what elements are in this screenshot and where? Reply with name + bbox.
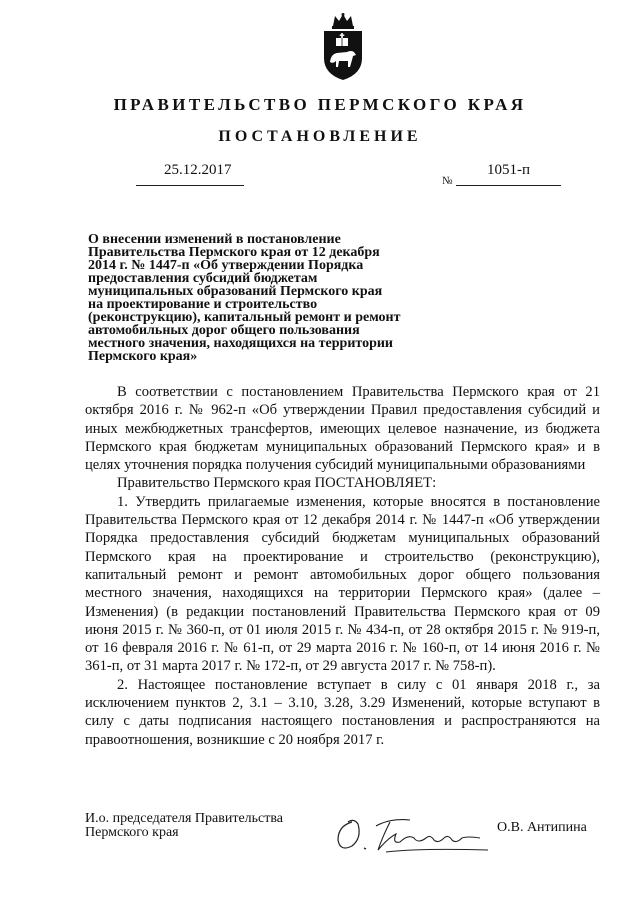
perm-krai-coat-of-arms-icon [321,12,365,82]
document-body [85,383,600,749]
number-sign: № [442,175,453,187]
subject-line: на проектирование и строительство [88,297,318,312]
resolution-line: Правительство Пермского края ПОСТАНОВЛЯЕТ: [117,475,437,492]
date-underline [136,185,244,186]
subject-line: 2014 г. № 1447-п «Об утверждении Порядка [88,258,364,273]
subject-line: О внесении изменений в постановление [88,232,341,247]
document-number: 1051-п [487,162,531,178]
preamble-paragraph: В соответствии с постановлением Правительства Пермского края от 21 октября 2016 г. № 962-п «Об утверждении Правил предоставления субсидий и иных межбюджетных трансфертов, имеющих целевое назначение, из бюджета Пермского края бюджетам муниципальных образований Пермского края» и в целях уточнения порядка получения субсидий муниципальными образованиями [85,384,600,474]
signer-position-line: Пермского края [85,825,179,840]
government-title: ПРАВИТЕЛЬСТВО ПЕРМСКОГО КРАЯ [113,95,527,114]
subject-line: Пермского края» [88,349,198,364]
number-underline [456,185,561,186]
document-type: ПОСТАНОВЛЕНИЕ [218,128,422,145]
document-subject [88,233,428,363]
signer-position-line: И.о. председателя Правительства [85,811,284,826]
handwritten-signature [330,808,495,860]
signer-position [85,812,283,840]
subject-line: местного значения, находящихся на территории [88,336,393,351]
document-date: 25.12.2017 [164,162,232,178]
signer-name: О.В. Антипина [497,820,587,835]
subject-line: предоставления субсидий бюджетам [88,271,318,286]
subject-line: (реконструкцию), капитальный ремонт и ремонт [88,310,401,325]
subject-line: Правительства Пермского края от 12 декабря [88,245,380,260]
clause-2-paragraph: 2. Настоящее постановление вступает в силу с 01 января 2018 г., за исключением пунктов 2, 3.1 – 3.10, 3.28, 3.29 Изменений, которые вступают в силу с даты подписания настоящего постановления и распространяются на правоотношения, возникшие с 20 ноября 2017 г. [85,676,600,748]
subject-line: автомобильных дорог общего пользования [88,323,360,338]
subject-line: муниципальных образований Пермского края [88,284,383,299]
clause-1-paragraph: 1. Утвердить прилагаемые изменения, которые вносятся в постановление Правительства Пермского края от 12 декабря 2014 г. № 1447-п «Об утверждении Порядка предоставления субсидий бюджетам муниципальных образований Пермского края на проектирование и строительство (реконструкцию), капитальный ремонт и ремонт автомобильных дорог общего пользования местного значения, находящихся на территории Пермского края» (далее – Изменения) (в редакции постановлений Правительства Пермского края от 09 июня 2015 г. № 360-п, от 01 июля 2015 г. № 434-п, от 28 октября 2015 г. № 919-п, от 16 февраля 2016 г. № 61-п, от 29 марта 2016 г. № 160-п, от 14 июня 2016 г. № 361-п, от 31 марта 2017 г. № 172-п, от 29 августа 2017 г. № 758-п). [85,493,600,675]
